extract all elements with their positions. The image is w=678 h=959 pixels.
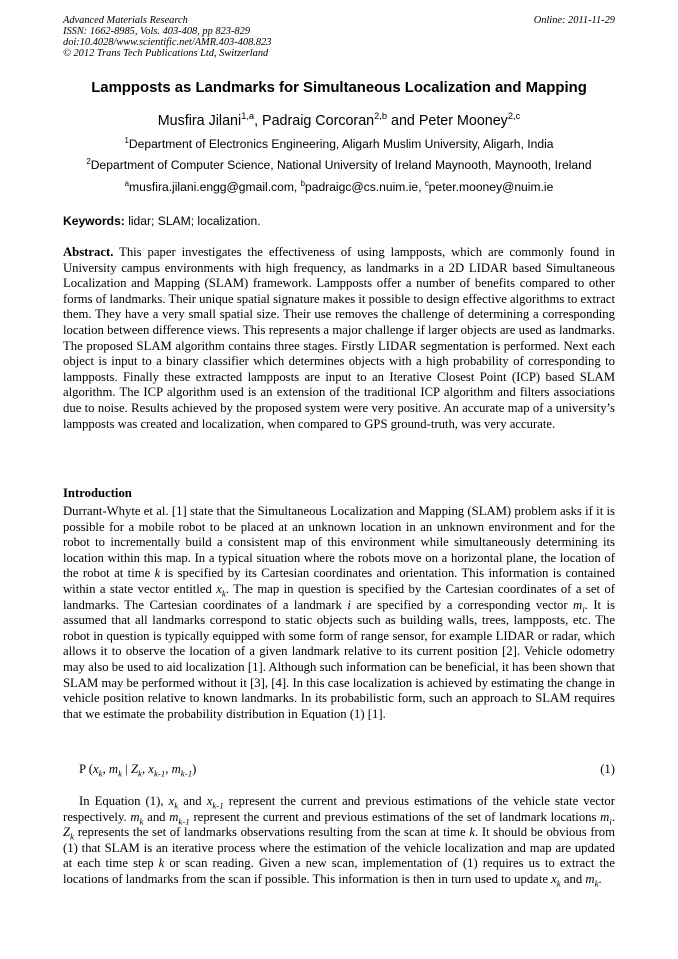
math-symbol: x xyxy=(206,794,213,808)
equation-text: , xyxy=(102,762,109,776)
text-run: is specified by its Cartesian coordinates and orientation. This information is contained within a state vector entitled xyxy=(63,566,615,596)
author-list xyxy=(40,113,638,129)
text-run: are specified by a corresponding vector xyxy=(350,597,574,612)
affiliation-marker: 1 xyxy=(124,135,129,145)
text-run: In Equation (1), xyxy=(79,794,169,808)
math-subscript: k xyxy=(556,878,561,889)
math-subscript: k-1 xyxy=(153,768,166,779)
math-subscript: k-1 xyxy=(178,816,190,827)
text-run: and xyxy=(178,794,207,808)
math-symbol: Z xyxy=(63,825,71,840)
author-separator: , xyxy=(254,113,263,129)
text-run: represent the current and previous estimations of the vehicle state vector respectively. xyxy=(63,794,615,824)
keywords-label: Keywords: xyxy=(63,214,125,228)
affiliation-marker: 2 xyxy=(86,156,91,166)
keywords-text: lidar; SLAM; localization. xyxy=(124,214,261,228)
intro-paragraph-2 xyxy=(63,794,615,888)
journal-name: Advanced Materials Research xyxy=(63,15,188,26)
math-symbol: m xyxy=(108,762,119,776)
math-symbol: x xyxy=(168,794,175,808)
math-symbol: k xyxy=(469,825,475,840)
math-subscript: k xyxy=(139,816,144,827)
author-affiliation-marker: 2,b xyxy=(374,111,388,122)
math-symbol: m xyxy=(169,809,179,824)
text-run: represents the set of landmarks observations resulting from the scan at time xyxy=(74,825,470,840)
text-run: . The map in question is specified by the Cartesian coordinates of a set of landmarks. The Cartesian coordinates of a landmark xyxy=(63,581,615,612)
abstract-text: This paper investigates the effectiveness of using lampposts, which are commonly found in University campus environments with high frequency, as landmarks in a 2D LIDAR based Simultaneous Localization and Mapping (SLAM) framework. Lampposts offer a number of benefits compared to other forms of landmarks. Their unique spatial signature makes it possible to design effective algorithms to extract them. They have a very small spatial size. Their use removes the challenge of determining a corresponding location between difference views. This represents a major challenge if larger objects are used as landmarks. The proposed SLAM algorithm contains three stages. Firstly LIDAR segmentation is performed. Next each object is input to a binary classifier which determines objects with a high probability of corresponding to lampposts. Finally these extracted lampposts are input to an Iterative Closest Point (ICP) based SLAM algorithm. The ICP algorithm used is an extension of the traditional ICP algorithm and filters associations due to noise. Results achieved by the proposed system were very positive. An accurate map of a university’s lampposts was created and localization, when compared to GPS ground-truth, was very accurate. xyxy=(63,245,616,431)
math-subscript: k xyxy=(98,768,103,779)
author-name: Peter Mooney xyxy=(418,113,508,129)
text-run: Durrant-Whyte et al. [1] state that the Simultaneous Localization and Mapping (SLAM) problem asks if it is possible for a mobile robot to be placed at an unknown location in an unknown environment and for the robot to incrementally build a consistent map of this environment while simultaneously determining its location within this map. In a typical situation where the robots move on a horizontal plane, the location of the robot at time xyxy=(63,504,615,581)
online-date: Online: 2011-11-29 xyxy=(533,15,615,26)
math-subscript: i xyxy=(582,604,585,615)
text-run: and xyxy=(560,871,586,886)
math-symbol: m xyxy=(585,871,595,886)
math-symbol: Z xyxy=(130,762,138,776)
email-marker: b xyxy=(300,178,305,188)
math-symbol: m xyxy=(171,762,181,776)
math-subscript: k xyxy=(138,768,142,779)
math-symbol: m xyxy=(600,809,610,824)
affiliation-text: Department of Electronics Engineering, Aligarh Muslim University, Aligarh, India xyxy=(128,137,554,151)
author-affiliation-marker: 2,c xyxy=(507,111,521,122)
math-subscript: k xyxy=(594,878,599,889)
email-marker: c xyxy=(424,178,429,188)
math-symbol: i xyxy=(347,597,351,612)
math-symbol: k xyxy=(158,856,165,871)
equation-1 xyxy=(79,762,615,777)
math-subscript: k xyxy=(118,768,123,779)
text-run: and xyxy=(143,809,170,824)
equation-text: , xyxy=(141,762,149,776)
math-subscript: k xyxy=(221,588,226,599)
text-run: . It should be obvious from (1) that SLAM is an iterative process where the estimation of the vehicle localization and map are updated at each time step xyxy=(63,825,615,871)
math-symbol: x xyxy=(148,762,154,776)
affiliation xyxy=(40,137,638,151)
math-subscript: k-1 xyxy=(180,768,193,779)
affiliation-text: Department of Computer Science, National University of Ireland Maynooth, Maynooth, Ireland xyxy=(90,158,592,172)
doi-line: doi:10.4028/www.scientific.net/AMR.403-408.823 xyxy=(63,37,272,48)
math-symbol: m xyxy=(573,597,583,612)
equation-text: P ( xyxy=(79,762,93,776)
author-name: Padraig Corcoran xyxy=(262,113,375,129)
issn-line: ISSN: 1662-8985, Vols. 403-408, pp 823-829 xyxy=(63,26,251,37)
math-symbol: x xyxy=(92,762,99,776)
text-run: . It is assumed that all landmarks correspond to static objects such as building walls, trees, lampposts, etc. The robot in question is typically equipped with some form of range sensor, for example LIDAR or radar, which allows it to observe the location of a given landmark relative to its current position [2]. Vehicle odometry may also be used to aid localization [1]. Although such information can be beneficial, it has been shown that SLAM may be performed without it [3], [4]. In this case localization is achieved by estimating the change in vehicle position relative to known landmarks. In its probabilistic form, such an approach to SLAM requires that we estimate the probability distribution in Equation (1) [1]. xyxy=(63,597,615,721)
text-run: . xyxy=(598,871,602,886)
keywords xyxy=(63,214,615,228)
paper-title: Lampposts as Landmarks for Simultaneous Localization and Mapping xyxy=(91,80,587,96)
email-list xyxy=(40,180,638,194)
journal-header xyxy=(63,15,615,59)
math-symbol: k xyxy=(154,566,161,581)
author-affiliation-marker: 1,a xyxy=(241,111,255,122)
email-marker: a xyxy=(124,178,130,188)
math-symbol: x xyxy=(551,871,557,886)
math-subscript: k-1 xyxy=(212,800,224,811)
math-subscript: k xyxy=(70,831,75,842)
intro-paragraph-1 xyxy=(63,504,615,722)
math-symbol: m xyxy=(130,809,140,824)
equation-text: ) xyxy=(192,762,197,776)
equation-text: , xyxy=(165,762,172,776)
affiliation xyxy=(40,158,638,172)
text-run: . xyxy=(611,809,615,824)
equation-number: (1) xyxy=(600,762,615,776)
abstract-label: Abstract. xyxy=(63,245,114,259)
equation-text: | xyxy=(122,762,131,776)
math-symbol: x xyxy=(216,581,222,596)
text-run: or scan reading. Given a new scan, implementation of (1) requires us to extract the locations of landmarks from the scan if possible. This information is then in turn used to update xyxy=(63,856,615,886)
email-address: peter.mooney@nuim.ie xyxy=(428,180,554,194)
email-address: padraigc@cs.nuim.ie, xyxy=(305,180,425,194)
abstract xyxy=(63,245,615,432)
copyright-line: © 2012 Trans Tech Publications Ltd, Switzerland xyxy=(63,48,269,59)
math-subscript: i xyxy=(609,816,612,827)
author-separator: and xyxy=(387,113,419,129)
author-name: Musfira Jilani xyxy=(157,113,242,129)
text-run: represent the current and previous estimations of the set of landmark locations xyxy=(189,809,601,824)
section-heading-introduction: Introduction xyxy=(63,486,132,500)
math-subscript: k xyxy=(174,800,179,811)
email-address: musfira.jilani.engg@gmail.com, xyxy=(129,180,301,194)
